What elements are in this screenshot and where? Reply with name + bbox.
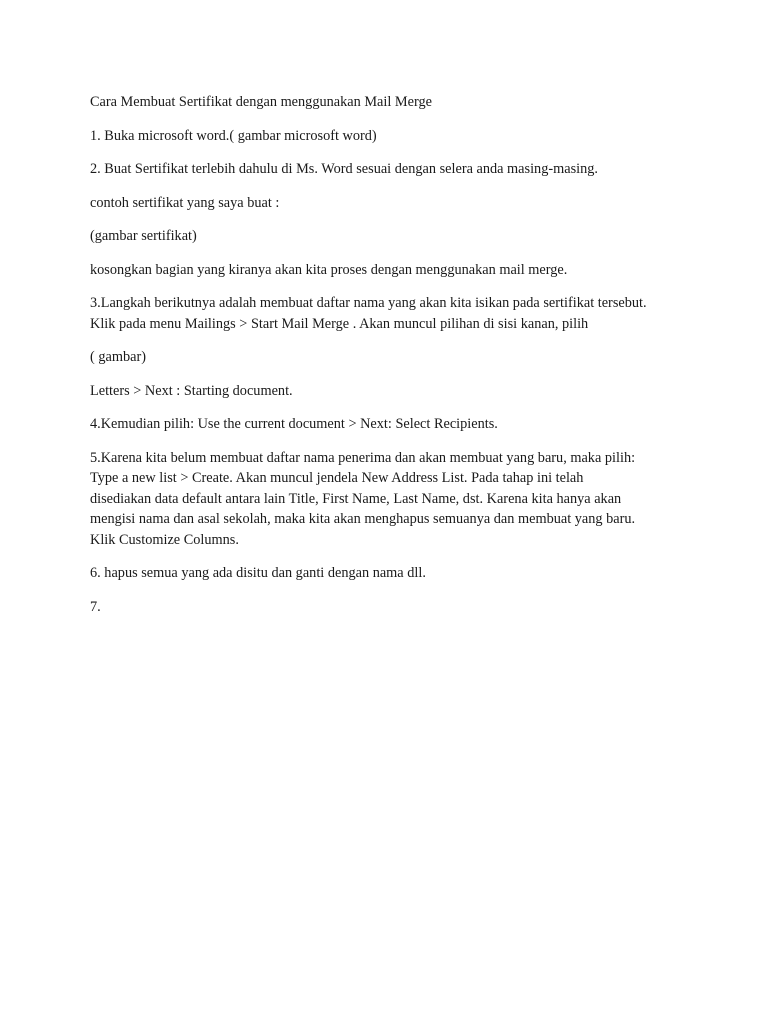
paragraph-example-caption: contoh sertifikat yang saya buat :: [90, 194, 280, 211]
paragraph-step-4: 4.Kemudian pilih: Use the current document > Next: Select Recipients.: [90, 416, 498, 432]
paragraph-image-placeholder: ( gambar): [90, 349, 146, 365]
paragraph-step-1: 1. Buka microsoft word.( gambar microsoft word): [90, 127, 377, 144]
paragraph-step-3: 3.Langkah berikutnya adalah membuat daftar nama yang akan kita isikan pada sertifikat tersebut. Klik pada menu Mailings > Start Mail Merge . Akan muncul pilihan di sisi kanan, pilih: [90, 295, 647, 332]
document-title: Cara Membuat Sertifikat dengan menggunakan Mail Merge: [90, 94, 432, 110]
paragraph-image-placeholder-certificate: (gambar sertifikat): [90, 228, 197, 244]
paragraph-step-5: 5.Karena kita belum membuat daftar nama penerima dan akan membuat yang baru, maka pilih: Type a new list > Create. Akan muncul jendela New Address List. Pada tahap ini telah disediakan data default antara lain Title, First Name, Last Name, dst. Karena kita hanya akan mengisi nama dan asal sekolah, maka kita akan menghapus semuanya dan membuat yang baru. Klik Customize Columns.: [90, 449, 636, 548]
paragraph-letters-next: Letters > Next : Starting document.: [90, 382, 293, 399]
paragraph-step-7: 7.: [90, 598, 101, 615]
paragraph-step-2: 2. Buat Sertifikat terlebih dahulu di Ms. Word sesuai dengan selera anda masing-masing.: [90, 161, 598, 177]
paragraph-empty-fields-note: kosongkan bagian yang kiranya akan kita proses dengan menggunakan mail merge.: [90, 261, 568, 278]
paragraph-step-6: 6. hapus semua yang ada disitu dan ganti dengan nama dll.: [90, 565, 426, 581]
